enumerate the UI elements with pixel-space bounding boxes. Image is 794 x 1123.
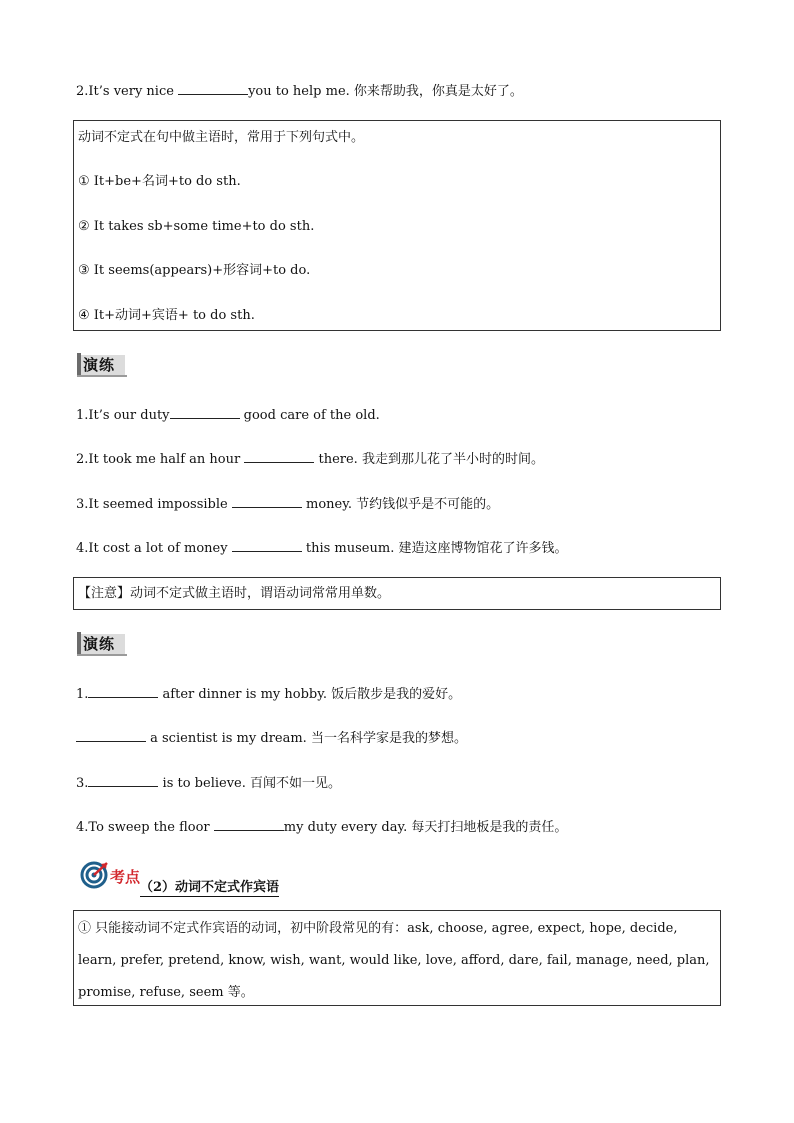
item-post: a scientist is my dream. 当一名科学家是我的梦想。 <box>146 731 467 746</box>
answer-blank[interactable] <box>232 495 302 508</box>
practice-badge-label: 演练 <box>83 635 116 653</box>
intro-sentence <box>76 82 523 101</box>
note-box <box>73 577 721 610</box>
practice2-item-2 <box>76 729 467 748</box>
intro-post: you to help me. 你来帮助我，你真是太好了。 <box>248 84 523 99</box>
item-pre: 3.It seemed impossible <box>76 497 232 512</box>
answer-blank[interactable] <box>244 450 314 463</box>
answer-blank[interactable] <box>232 539 302 552</box>
practice1-item-2 <box>76 450 544 469</box>
rule-object-text: ① 只能接动词不定式作宾语的动词，初中阶段常见的有：ask, choose, agree, expect, hope, decide, learn, prefer, pretend, know, wish, want, would like, love, afford, dare, fail, manage, need, plan, promise, refuse, seem 等。 <box>78 921 710 1000</box>
rule-box-object <box>73 910 721 1006</box>
practice-badge-1 <box>77 353 127 375</box>
answer-blank[interactable] <box>214 818 284 831</box>
answer-blank[interactable] <box>170 406 240 419</box>
answer-blank[interactable] <box>178 82 248 95</box>
practice1-item-4 <box>76 539 567 558</box>
item-post: money. 节约钱似乎是不可能的。 <box>301 497 500 512</box>
item-pre: 4.To sweep the floor <box>76 820 214 835</box>
rule-box-title: 动词不定式在句中做主语时，常用于下列句式中。 <box>78 130 365 145</box>
practice1-item-1 <box>76 406 380 425</box>
item-post: after dinner is my hobby. 饭后散步是我的爱好。 <box>158 687 462 702</box>
item-pre: 3. <box>76 776 89 791</box>
kaodian-title: （2）动词不定式作宾语 <box>140 876 279 897</box>
target-icon <box>80 860 110 890</box>
item-post: there. 我走到那儿花了半小时的时间。 <box>314 452 544 467</box>
answer-blank[interactable] <box>88 774 158 787</box>
item-post: my duty every day. 每天打扫地板是我的责任。 <box>283 820 568 835</box>
practice-badge-label: 演练 <box>83 356 116 374</box>
item-pre: 2.It took me half an hour <box>76 452 245 467</box>
rule-box-subject <box>73 120 721 331</box>
note-text: 【注意】动词不定式做主语时，谓语动词常常用单数。 <box>78 586 391 601</box>
rule-item-3: ③ It seems(appears)+形容词+to do. <box>78 263 311 278</box>
rule-item-2: ② It takes sb+some time+to do sth. <box>78 219 315 234</box>
intro-pre: 2.It’s very nice <box>76 84 179 99</box>
practice-badge-2 <box>77 632 127 654</box>
item-pre: 4.It cost a lot of money <box>76 541 232 556</box>
rule-item-4: ④ It+动词+宾语+ to do sth. <box>78 308 255 323</box>
rule-item-1: ① It+be+名词+to do sth. <box>78 174 241 189</box>
item-post: is to believe. 百闻不如一见。 <box>158 776 342 791</box>
item-post: this museum. 建造这座博物馆花了许多钱。 <box>301 541 568 556</box>
practice2-item-3 <box>76 774 341 793</box>
item-pre: 1.It’s our duty <box>76 408 170 423</box>
item-post: good care of the old. <box>239 408 380 423</box>
practice1-item-3 <box>76 495 499 514</box>
answer-blank[interactable] <box>88 685 158 698</box>
practice2-item-4 <box>76 818 567 837</box>
kaodian-label: 考点 <box>110 868 141 886</box>
item-pre: 1. <box>76 687 89 702</box>
practice2-item-1 <box>76 685 461 704</box>
answer-blank[interactable] <box>76 729 146 742</box>
